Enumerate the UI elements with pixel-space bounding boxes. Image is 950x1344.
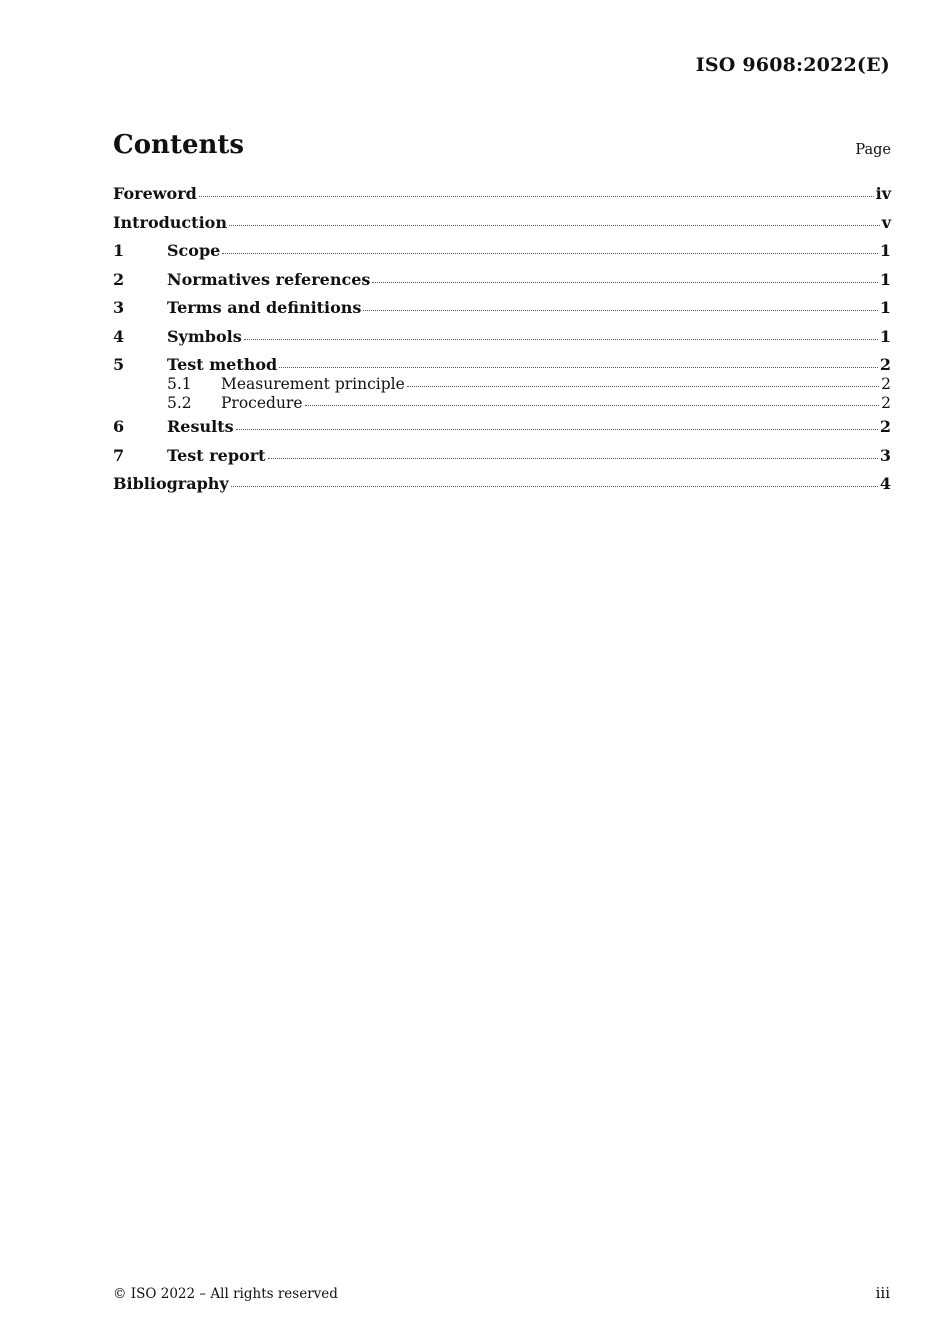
toc-entry-page: 1 — [879, 269, 891, 289]
dot-leader — [199, 196, 874, 197]
table-of-contents — [113, 184, 891, 503]
toc-entry-scope[interactable] — [113, 241, 891, 270]
toc-entry-results[interactable] — [113, 417, 891, 446]
toc-entry-page: 1 — [879, 326, 891, 346]
toc-entry-terms-and-definitions[interactable] — [113, 298, 891, 327]
toc-subentry-measurement-principle[interactable] — [113, 375, 891, 394]
toc-subentry-procedure[interactable] — [113, 394, 891, 413]
dot-leader — [231, 486, 878, 487]
toc-entry-title: Measurement principle — [221, 375, 405, 393]
dot-leader — [372, 282, 877, 283]
toc-entry-title: Bibliography — [113, 474, 229, 493]
document-identifier: ISO 9608:2022(E) — [695, 54, 890, 76]
toc-entry-page: 1 — [879, 241, 891, 260]
toc-entry-page: 4 — [879, 474, 891, 493]
toc-entry-page: 3 — [879, 445, 891, 465]
toc-entry-title: Terms and definitions — [167, 298, 362, 317]
toc-entry-title: Foreword — [113, 184, 197, 203]
dot-leader — [236, 429, 878, 430]
toc-entry-normative-references[interactable] — [113, 270, 891, 299]
page-column-label: Page — [855, 142, 891, 158]
toc-entry-page: 2 — [881, 375, 891, 393]
toc-entry-test-report[interactable] — [113, 446, 891, 475]
toc-entry-number: 4 — [113, 326, 125, 346]
toc-entry-number: 5.1 — [167, 375, 192, 393]
toc-entry-symbols[interactable] — [113, 327, 891, 356]
toc-entry-number: 3 — [113, 298, 125, 317]
page-number: iii — [875, 1284, 890, 1302]
contents-header — [113, 130, 891, 164]
toc-entry-page: 1 — [879, 298, 891, 317]
toc-entry-title: Normatives references — [167, 269, 371, 289]
toc-entry-title: Scope — [167, 241, 221, 260]
toc-entry-page: 2 — [879, 417, 891, 436]
toc-entry-number: 5.2 — [167, 394, 192, 412]
toc-entry-introduction[interactable] — [113, 213, 891, 242]
toc-entry-page: 2 — [879, 355, 891, 374]
toc-entry-title: Test report — [167, 445, 266, 465]
toc-entry-foreword[interactable] — [113, 184, 891, 213]
toc-entry-test-method[interactable] — [113, 355, 891, 375]
toc-entry-number: 6 — [113, 417, 125, 436]
toc-entry-number: 5 — [113, 355, 125, 374]
toc-entry-page: iv — [875, 184, 891, 203]
toc-entry-title: Introduction — [113, 212, 227, 232]
toc-entry-number: 7 — [113, 445, 125, 465]
toc-entry-page: 2 — [881, 394, 891, 412]
toc-entry-page: v — [881, 212, 891, 232]
dot-leader — [268, 458, 878, 459]
dot-leader — [363, 310, 877, 311]
toc-entry-bibliography[interactable] — [113, 474, 891, 503]
dot-leader — [279, 367, 878, 368]
dot-leader — [407, 386, 879, 387]
contents-title: Contents — [113, 130, 245, 160]
dot-leader — [229, 225, 880, 226]
dot-leader — [244, 339, 878, 340]
toc-entry-number: 2 — [113, 269, 125, 289]
toc-entry-title: Symbols — [167, 326, 242, 346]
dot-leader — [305, 405, 880, 406]
toc-entry-title: Procedure — [221, 394, 303, 412]
toc-entry-number: 1 — [113, 241, 125, 260]
toc-entry-title: Test method — [167, 355, 278, 374]
copyright-notice: © ISO 2022 – All rights reserved — [113, 1286, 338, 1302]
toc-entry-title: Results — [167, 417, 234, 436]
dot-leader — [222, 253, 878, 254]
